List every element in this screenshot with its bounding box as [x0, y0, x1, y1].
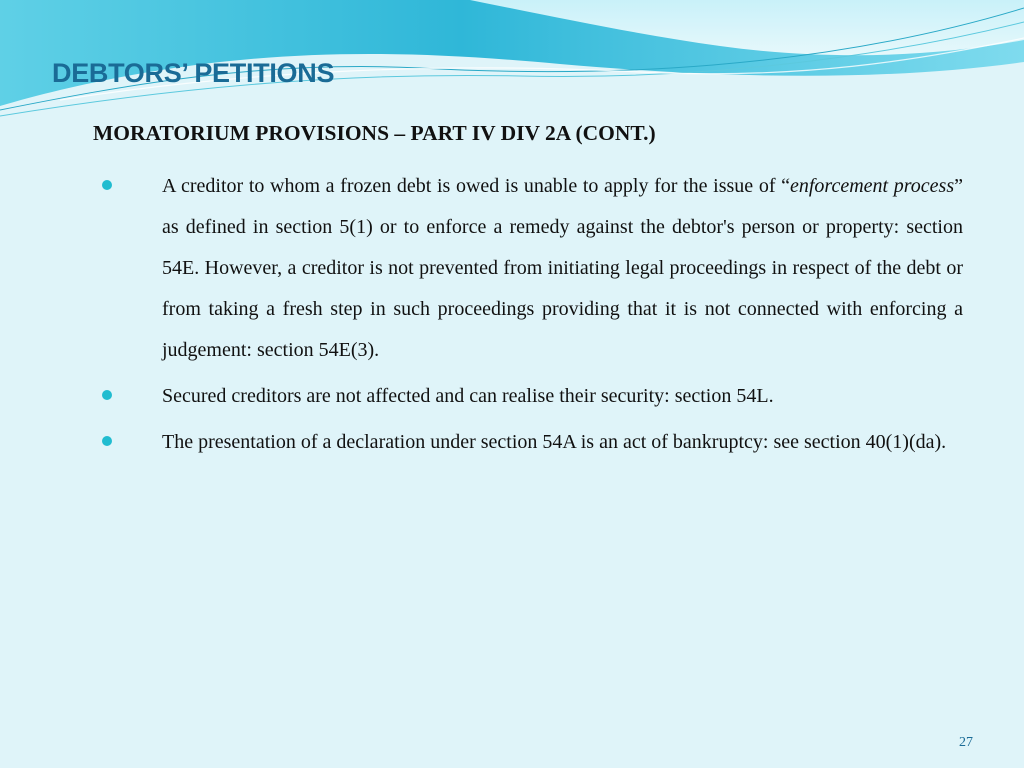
italic-term: enforcement process: [790, 175, 955, 197]
bullet-dot-icon: [102, 436, 112, 446]
bullet-text-start: A creditor to whom a frozen debt is owed is unable to apply for the issue of “: [162, 175, 790, 197]
bullet-text-end: ” as defined in section 5(1) or to enforce a remedy against the debtor's person or property: section 54E. However, a creditor is not prevented from initiating legal proceedings in respect of the debt or from taking a fresh step in such proceedings providing that it is not connected with enforcing a judgement: section 54E(3).: [162, 175, 964, 361]
bullet-text: Secured creditors are not affected and can realise their security: section 54L.: [162, 385, 774, 407]
bullet-dot-icon: [102, 180, 112, 190]
bullet-list: [101, 166, 963, 468]
bullet-item-act-of-bankruptcy: [101, 422, 963, 463]
bullet-item-enforcement: [101, 166, 963, 371]
bullet-dot-icon: [102, 390, 112, 400]
bullet-text: The presentation of a declaration under section 54A is an act of bankruptcy: see section 40(1)(da).: [162, 431, 947, 453]
section-subheading: MORATORIUM PROVISIONS – PART IV DIV 2A (CONT.): [93, 121, 656, 145]
page-number: 27: [959, 735, 973, 750]
bullet-item-secured-creditors: [101, 376, 963, 417]
slide-title: DEBTORS’ PETITIONS: [52, 58, 335, 88]
